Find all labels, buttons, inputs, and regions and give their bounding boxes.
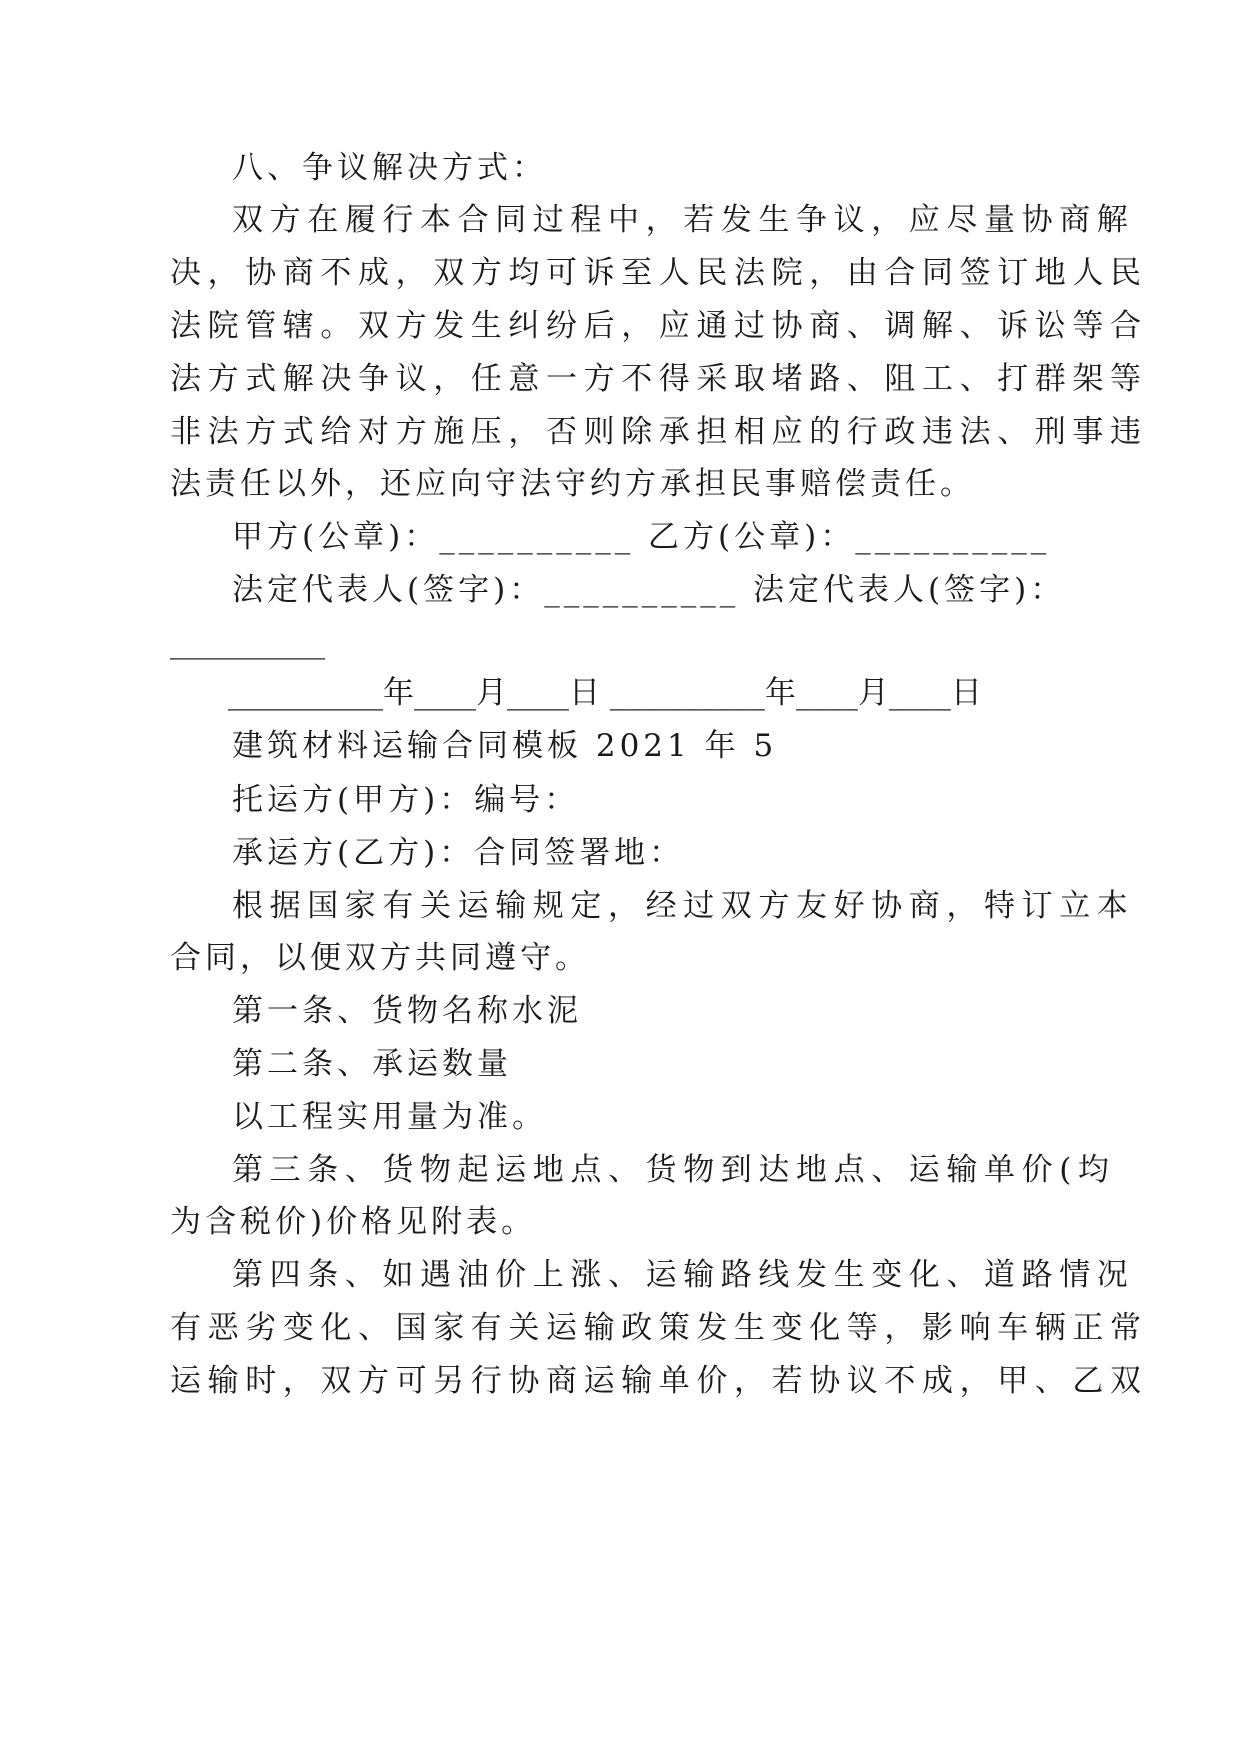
section-heading: 八、争议解决方式： xyxy=(232,150,547,186)
paragraph-line: 法院管辖。双方发生纠纷后，应通过协商、调解、诉讼等合 xyxy=(170,308,1148,344)
date-line: __________年____月____日 __________年____月____日 xyxy=(228,675,982,711)
party-b-line: 承运方(乙方)：合同签署地： xyxy=(232,835,685,871)
paragraph-line: 合同，以便双方共同遵守。 xyxy=(170,940,590,976)
article-line: 有恶劣变化、国家有关运输政策发生变化等，影响车辆正常 xyxy=(170,1310,1148,1346)
paragraph-line: 法方式解决争议，任意一方不得采取堵路、阻工、打群架等 xyxy=(170,361,1148,397)
party-a-line: 托运方(甲方)：编号： xyxy=(232,782,580,818)
paragraph-line: 决，协商不成，双方均可诉至人民法院，由合同签订地人民 xyxy=(170,255,1148,291)
paragraph-line: 根据国家有关运输规定，经过双方友好协商，特订立本 xyxy=(232,888,1135,924)
article-line: 以工程实用量为准。 xyxy=(232,1099,547,1135)
article-line: 为含税价)价格见附表。 xyxy=(170,1204,537,1240)
signature-line-representative: 法定代表人(签字)：__________ 法定代表人(签字)： xyxy=(232,572,1066,608)
article-line: 运输时，双方可另行协商运输单价，若协议不成，甲、乙双 xyxy=(170,1363,1148,1399)
paragraph-line: 非法方式给对方施压，否则除承担相应的行政违法、刑事违 xyxy=(170,414,1148,450)
paragraph-line: 法责任以外，还应向守法守约方承担民事赔偿责任。 xyxy=(170,466,975,502)
signature-blank: __________ xyxy=(170,624,325,660)
paragraph-line: 双方在履行本合同过程中，若发生争议，应尽量协商解 xyxy=(232,202,1135,238)
article-line: 第三条、货物起运地点、货物到达地点、运输单价(均 xyxy=(232,1152,1116,1188)
article-line: 第二条、承运数量 xyxy=(232,1046,512,1082)
article-line: 第一条、货物名称水泥 xyxy=(232,993,582,1029)
document-title: 建筑材料运输合同模板 2021 年 5 xyxy=(232,728,778,764)
signature-line-seal: 甲方(公章)：__________ 乙方(公章)：__________ xyxy=(232,519,1051,555)
article-line: 第四条、如遇油价上涨、运输路线发生变化、道路情况 xyxy=(232,1257,1135,1293)
